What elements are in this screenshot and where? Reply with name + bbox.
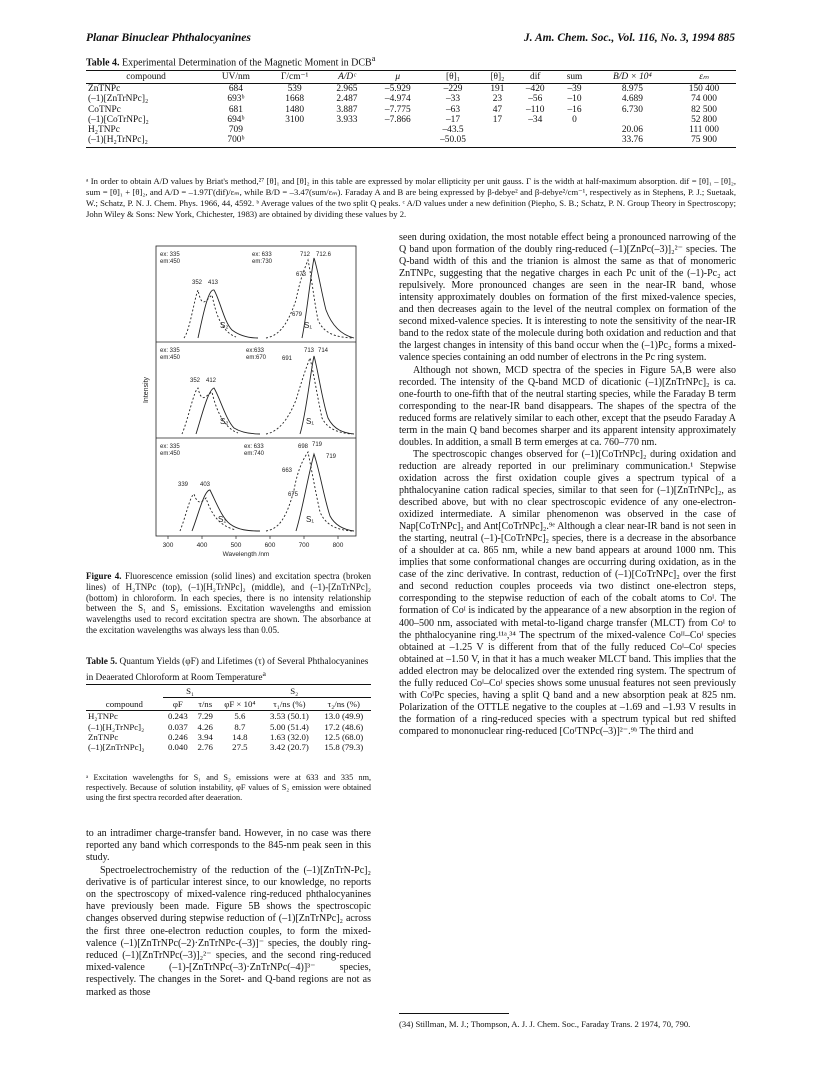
peak-label: 713 [304, 348, 315, 354]
peak-label: 339 [178, 482, 189, 488]
table-cell-compound: ZnTNPc [88, 731, 119, 742]
table-cell [324, 125, 371, 135]
table-cell: 0 [572, 114, 577, 125]
table-cell: 2.487 [336, 94, 358, 105]
table4-col-header: Γ/cm⁻¹ [266, 71, 324, 84]
table-cell: 700ᵇ [206, 135, 266, 148]
table-cell [266, 125, 324, 135]
table-cell: 5.6 [234, 711, 246, 722]
table-cell: 1668 [285, 94, 305, 105]
table5 [86, 684, 371, 752]
panel3-curves [180, 452, 354, 531]
table-cell-compound: CoTNPc [88, 104, 121, 115]
table4-label: Table 4. [86, 57, 120, 69]
peak-label: 675 [288, 492, 299, 498]
table-cell: 709 [228, 125, 243, 136]
table-row [86, 711, 371, 722]
table-cell-compound: ZnTNPc [88, 84, 121, 95]
table5-title-text: Quantum Yields (φF) and Lifetimes (τ) of Several Phthalocyanines in Deaerated Chloroform at Room Temperature [86, 657, 369, 684]
peak-label: 663 [282, 468, 293, 474]
peak-label: 691 [282, 356, 293, 362]
table-cell [481, 135, 515, 148]
table-cell: 3.53 (50.1) [269, 711, 309, 722]
table-cell: 0.040 [167, 742, 188, 753]
table-cell: –16 [567, 104, 582, 115]
peak-label: 673 [296, 272, 307, 278]
table-cell: 3.933 [336, 114, 358, 125]
figure4-caption [86, 571, 371, 636]
table-cell: 47 [492, 104, 503, 115]
table4-col-header: dif [514, 71, 556, 84]
panel2-em-left: em:450 [160, 355, 181, 361]
table-cell: –229 [443, 84, 463, 95]
emission-s2-curve [196, 388, 260, 434]
table-cell-compound: (–1)[H₂TrNPc]₂ [88, 721, 145, 732]
table-cell: –7.866 [384, 114, 411, 125]
table-cell: 150 400 [688, 84, 720, 95]
table4-title [86, 54, 375, 68]
panel2-curves [182, 356, 354, 434]
panel2-ex-right: ex:633 [246, 348, 265, 354]
table-row [86, 732, 371, 742]
table-cell: 75 900 [672, 135, 736, 148]
table4-col-header: [θ]₁ [425, 71, 480, 84]
s2-label: S₂ [218, 515, 227, 524]
table-row [86, 135, 736, 148]
left-column-body [86, 828, 371, 999]
table-cell: –17 [445, 114, 461, 125]
body-paragraph: Spectroelectrochemistry of the reduction of the (–1)[ZnTrN-Pc]₂ derivative is of particular interest since, to our knowledge, no reports on the spectroscopy of mixed-valence ring-reduced phthalocyanines have previously been made. Figure 5B shows the spectroscopic changes observed during stepwise reduction of (–1)[ZnTrNPc]₂ across the first three one-electron reduction couples, to form the mixed-valence (–1)[ZnTrNPc(–2)·ZnTrNPc-(–3)]⁻ species, the doubly ring-reduced (–1)[ZnTrNPc(–3)]₂²⁻ species, and the second ring-reduced mixed-valence (–1)-[ZnTrNPc(–3)·ZnTrNPc(–4)]³⁻ species, respectively. The changes in the Soret- and Q-band regions are not as marked as those [86, 864, 371, 998]
panel1-em-right: em:730 [252, 259, 273, 265]
table4 [86, 70, 736, 148]
body-paragraph: The spectroscopic changes observed for (–1)[CoTrNPc]₂ during oxidation and reduction are already reported in our preliminary communication.¹ Stepwise oxidation across the first oxidation couple gives a spectrum typical of a phthalocyanine cation radical species, similar to that seen for (–1)[ZnTrNPc]₂, as described above, but with no clear spectroscopic evidence of any one-electron-oxidized intermediate. A similar phenomenon was observed in the case of Nap[CoTrNPc]₂ and Ant[CoTrNPc]₂.⁹ᵉ Although a clear near-IR band is not seen in the starting, neutral (–1)-[CoTrNPc]₂ species, there is a decrease in the absorbance of a shoulder at ca. 865 nm, while a new band appears at around 1000 nm. This implies that some conformational changes are occurring during oxidation, as in the case of the zinc derivative. In contrast, reduction of (–1)[CoTrNPc]₂ over the first and second reduction couples proceeds via two distinct one-electron steps, corresponding to the stepwise reduction of each of the cobalt atoms to Coᴵ. The formation of Coᴵ is indicated by the appearance of a new absorption in the region of 400–500 nm, associated with metal-to-ligand charge transfer (MLCT) from Coᴵ to the phthalocyanine ring.¹¹ᵃ,³⁴ The spectrum of the mixed-valence Coᴵᴵ–Coᴵ species obtained at –1.25 V is different from that of the fully reduced Coᴵ–Coᴵ species obtained at –1.50 V, in that it has a much weaker MLCT band. This implies that the added electron may be delocalized over the extended ring system. The spectrum of the fully reduced Coᴵ–Coᴵ species shows some unusual features not seen previously with CoᴵPc species, having a split Q band and a new absorption peak at 825 nm. Polarization of the OTTLE negative to the couples at –1.69 and –1.93 V results in the formation of a ring-reduced species with a spectrum typical but red shifted compared to mononuclear ring-reduced [CoᴵTNPc(–3)]²⁻.⁹ᵇ The third and [399, 448, 736, 737]
table-cell: 0.246 [167, 731, 188, 742]
table-cell: 2.76 [197, 742, 213, 753]
panel3-em-right: em:740 [244, 451, 265, 457]
table-cell: –33 [445, 94, 461, 105]
right-column-body [399, 232, 736, 738]
excitation-s2-curve [180, 494, 236, 531]
table-cell: 17 [492, 114, 503, 125]
panel1-curves [184, 258, 354, 338]
peak-label: 352 [190, 378, 201, 384]
table-cell-compound: (–1)[H₂TrNPc]₂ [86, 135, 206, 148]
table-cell-compound: H₂TNPc [88, 711, 118, 722]
table-cell: 12.5 (68.0) [324, 731, 364, 742]
peak-label: 403 [200, 482, 211, 488]
table5-title [86, 657, 371, 684]
figure4-caption-text: Fluorescence emission (solid lines) and excitation spectra (broken lines) of H₂TNPc (top), (–1)[H₂TrNPc]₂ (middle), and (–1)-[ZnTrNPc]₂ (bottom) in chloroform. In each species, there is no intensity relationship between the S₁ and S₂ emissions. Excitation wavelengths and emission wavelengths used to record excitation spectra are shown. The absorbance at the excitation wavelengths was always less than 0.05. [86, 571, 371, 635]
table-cell: –34 [528, 114, 543, 125]
table-row [86, 94, 736, 104]
body-paragraph: to an intradimer charge-transfer band. However, in no case was there reported any band which corresponds to the 845-nm peak seen in this study. [86, 828, 371, 864]
table-cell: 7.29 [197, 711, 213, 722]
panel3-ex-right: ex: 633 [244, 444, 264, 450]
table-cell: 0.243 [167, 711, 188, 722]
table-cell: 3.94 [197, 731, 213, 742]
table-cell: –4.974 [384, 94, 411, 105]
table-row [86, 742, 371, 752]
table-cell: 6.730 [621, 104, 643, 115]
table5-label: Table 5. [86, 657, 118, 667]
table-cell [324, 135, 371, 148]
x-tick-label: 300 [162, 542, 174, 549]
table-cell [266, 135, 324, 148]
table-cell: 3100 [285, 114, 305, 125]
peak-label: 352 [192, 280, 203, 286]
table-cell: 2.965 [336, 84, 358, 95]
s1-label: S₁ [306, 515, 315, 524]
running-header-title: Planar Binuclear Phthalocyanines [86, 32, 251, 44]
table-cell: 191 [490, 84, 505, 95]
table-cell-compound: (–1)[CoTrNPc]₂ [88, 114, 149, 125]
excitation-s2-curve [182, 388, 238, 434]
table-cell: 14.8 [232, 731, 248, 742]
x-axis-ticks [168, 536, 338, 539]
peak-label: 714 [318, 348, 329, 354]
table-row [86, 115, 736, 125]
peak-label: 712 [300, 252, 311, 258]
table5-title-sup: a [262, 669, 266, 678]
table4-col-header: [θ]₂ [481, 71, 515, 84]
table-cell: 539 [287, 84, 302, 95]
peak-label: 719 [312, 442, 323, 448]
table-cell: 111 000 [689, 125, 719, 136]
peak-label: 719 [326, 454, 337, 460]
panel3-em-left: em:450 [160, 451, 181, 457]
figure4-caption-label: Figure 4. [86, 571, 122, 581]
table4-col-header: εₘ [672, 71, 736, 84]
panel3-ex-left: ex: 335 [160, 444, 180, 450]
table-cell: –63 [445, 104, 461, 115]
table-cell-compound: (–1)[ZnTrNPc]₂ [88, 94, 149, 105]
table-cell: 694ᵇ [227, 114, 245, 125]
body-paragraph: seen during oxidation, the most notable effect being a pronounced narrowing of the Q band upon formation of the doubly ring-reduced (–1)[ZnPc(–3)]₂²⁻ species. The Q-band width of this and the trianion is almost the same as that of monomeric ZnTNPc, suggesting that the negative charges in each Pc unit of the (–1)-Pc₂ act repulsively. More pronounced changes are seen in the near-IR band, whose intensity approximately doubles on formation of the first mixed-valence species, and then decreases again to the level of the neutral complex on formation of the second mixed-valence species. It is interesting to note the sensitivity of the near-IR band to the redox state of the molecule during both oxidation and reduction and that the largest changes in intensity of this band occur when the (–1)Pc₂ forms a mixed-valence species containing an odd number of electrons in the Pc ring system. [399, 232, 736, 364]
table-cell: –420 [525, 84, 545, 95]
table-cell: –10 [567, 94, 582, 105]
emission-s1-curve [296, 454, 354, 531]
table-cell: 1480 [285, 104, 305, 115]
x-tick-label: 400 [196, 542, 208, 549]
table4-col-header: μ [370, 71, 425, 84]
table5-col-header: τ₂/ns (%) [327, 699, 360, 710]
panel1-ex-left: ex: 335 [160, 252, 180, 258]
reference-34: (34) Stillman, M. J.; Thompson, A. J. J. Chem. Soc., Faraday Trans. 2 1974, 70, 790. [399, 1019, 691, 1029]
table-cell: 27.5 [232, 742, 248, 753]
table5-col-header: τ/ns [198, 699, 213, 710]
table-cell [370, 135, 425, 148]
excitation-s2-curve [184, 290, 236, 338]
table5-col-header: φF × 10⁴ [224, 699, 256, 710]
panel1-ex-right: ex: 633 [252, 252, 272, 258]
table-cell: 8.7 [234, 721, 246, 732]
x-tick-label: 500 [230, 542, 242, 549]
table-row [86, 125, 736, 135]
table-cell: 82 500 [691, 104, 717, 115]
peak-label: 413 [208, 280, 219, 286]
table-cell: –110 [526, 104, 545, 115]
table5-footnote: ᵃ Excitation wavelengths for S₁ and S₂ emissions were at 633 and 335 nm, respectively. Because of solution instability, φF values of S₂ emission were obtained using the first spectra recorded after deaeration. [86, 773, 371, 802]
table-cell: 8.975 [621, 84, 643, 95]
table5-col-header: τ₁/ns (%) [273, 699, 306, 710]
table-cell: 33.76 [593, 135, 672, 148]
s1-label: S₁ [304, 321, 313, 330]
table-cell: –50.05 [425, 135, 480, 148]
x-tick-label: 600 [264, 542, 276, 549]
s2-label: S₂ [220, 417, 229, 426]
table-cell [514, 135, 556, 148]
table-cell: 693ᵇ [227, 94, 245, 105]
table4-title-text: Experimental Determination of the Magnetic Moment in DCB [122, 57, 372, 69]
table-cell: 0.037 [167, 721, 188, 732]
table-cell: 15.8 (79.3) [324, 742, 364, 753]
panel2-em-right: em:670 [246, 355, 267, 361]
table-cell: 1.63 (32.0) [269, 731, 309, 742]
running-header-journal: J. Am. Chem. Soc., Vol. 116, No. 3, 1994 885 [523, 32, 735, 44]
table-row [86, 722, 371, 732]
table4-col-header: UV/nm [206, 71, 266, 84]
table4-header-row [86, 71, 736, 84]
table-row [86, 105, 736, 115]
peak-label: 712.6 [316, 252, 332, 258]
table-cell: 17.2 (48.6) [324, 721, 364, 732]
panel2-ex-left: ex: 335 [160, 348, 180, 354]
table5-group-s1: S₁ [163, 685, 218, 698]
table-cell: 52 800 [691, 114, 717, 125]
table5-header-row [86, 698, 371, 711]
x-axis-label: Wavelength /nm [222, 551, 270, 558]
emission-s2-curve [192, 490, 260, 531]
table-cell: 4.689 [621, 94, 643, 105]
table5-col-header: compound [105, 698, 143, 709]
table-cell [514, 125, 556, 135]
table-cell: 13.0 (49.9) [324, 711, 364, 722]
table-cell: 3.42 (20.7) [269, 742, 309, 753]
table5-group-s2: S₂ [218, 685, 371, 698]
table-cell: –56 [528, 94, 543, 105]
s1-label: S₁ [306, 417, 315, 426]
table5-group-row [86, 685, 371, 698]
table4-col-header: sum [556, 71, 592, 84]
table-cell [556, 125, 592, 135]
table-cell: –5.929 [384, 84, 411, 95]
table-cell: –43.5 [442, 125, 464, 136]
table4-footnote: ᵃ In order to obtain A/D values by Briat's method,²⁷ [θ]₁ and [θ]₂ in this table are expressed by molar ellipticity per unit gauss. Γ is the width at half-maximum absorption. dif = [θ]₁ – [θ]₂, sum = [θ]₁ + [θ]₂, and A/D = –1.97Γ(dif)/εₘ, while B/D = –3.47(sum/εₘ). Faraday A and B are being expressed by β-debye² and β-debye²/cm⁻¹, respectively as in Stephens, P. J.; Suetaak, W.; Schatz, P. N. J. Chem. Phys. 1966, 44, 4592. ᵇ Average values of the two split Q peaks. ᶜ A/D values under a new definition (Piepho, S. B.; Schatz, P. N. Group Theory in Spectroscopy; John Wiley & Sons: New York, Chichester, 1983) are obtained by dividing these values by 2. [86, 176, 736, 219]
peak-label: 679 [292, 312, 303, 318]
table-cell: 4.26 [197, 721, 213, 732]
x-tick-label: 700 [298, 542, 310, 549]
table-cell: 3.887 [336, 104, 358, 115]
table4-col-header: A/Dᶜ [324, 71, 371, 84]
peak-label: 412 [206, 378, 217, 384]
x-tick-label: 800 [332, 542, 344, 549]
emission-s2-curve [198, 290, 258, 338]
y-axis-label: Intensity [143, 376, 150, 404]
table-cell: 5.00 (51.4) [269, 721, 309, 732]
panel1-em-left: em:450 [160, 259, 181, 265]
table-cell: –39 [567, 84, 582, 95]
table4-col-header: compound [86, 71, 206, 84]
table-cell: 684 [228, 84, 243, 95]
table-cell: –7.775 [384, 104, 411, 115]
table-cell [593, 115, 672, 125]
peak-label: 698 [298, 444, 309, 450]
reference-rule [399, 1013, 509, 1014]
figure4-frame [156, 246, 356, 536]
table-cell [481, 125, 515, 135]
table-cell-compound: (–1)[ZnTrNPc]₂ [88, 742, 145, 753]
s2-label: S₂ [220, 321, 229, 330]
table-cell [556, 135, 592, 148]
figure4-plot [136, 240, 364, 565]
table-cell-compound: H₂TNPc [88, 125, 120, 136]
table-row [86, 84, 736, 95]
table4-col-header: B/D × 10⁴ [593, 71, 672, 84]
table4-title-sup: a [371, 54, 376, 63]
table-cell [370, 125, 425, 135]
table-cell: 74 000 [691, 94, 717, 105]
table-cell: 20.06 [621, 125, 643, 136]
table-cell: 681 [228, 104, 243, 115]
table5-col-header: φF [172, 699, 183, 710]
table-cell: 23 [492, 94, 503, 105]
body-paragraph: Although not shown, MCD spectra of the species in Figure 5A,B were also recorded. The intensity of the Q-band MCD of dicationic (–1)[ZnTrNPc]₂ is ca. one-fourth to one-fifth that of the neutral starting species, while the Faraday B term corresponding to the near-IR band disappears. The shapes of the spectra of the reduced forms are relatively similar to each other, except that the pseudo Faraday A term in the main Q band becomes sharper and its apparent intensity approximately doubles. In addition, a small B term emerges at ca. 760–770 nm. [399, 364, 736, 448]
